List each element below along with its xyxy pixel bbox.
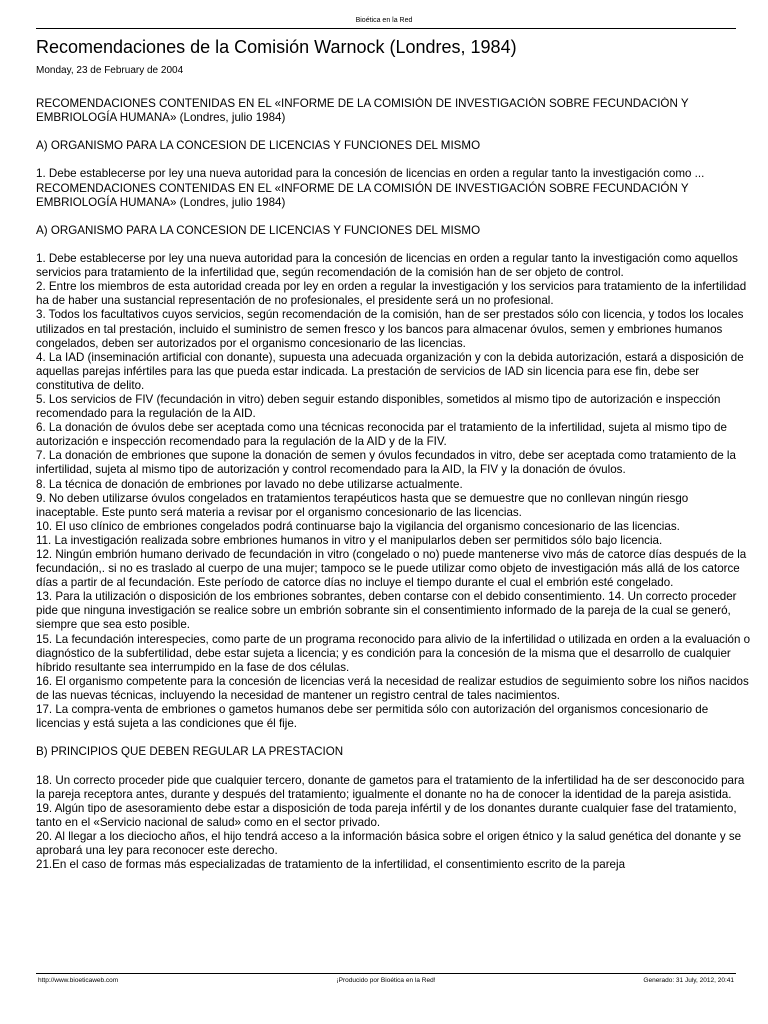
article-date: Monday, 23 de February de 2004 bbox=[36, 65, 184, 76]
paragraph-spacer bbox=[36, 210, 752, 224]
body-paragraph: B) PRINCIPIOS QUE DEBEN REGULAR LA PRESTACION bbox=[36, 745, 344, 759]
body-paragraph: 21.En el caso de formas más especializadas de tratamiento de la infertilidad, el consentimiento escrito de la pareja bbox=[36, 858, 626, 872]
body-paragraph: 13. Para la utilización o disposición de los embriones sobrantes, deben contarse con el debido consentimiento. 14. Un correcto proceder pide que ninguna investigación se realice sobre un embrión sobrante sin el consentimiento informado de la pareja de la cual se generó, siempre que sea esto posible. bbox=[36, 590, 737, 632]
article-body bbox=[36, 97, 752, 972]
site-header: Bioética en la Red bbox=[355, 17, 413, 24]
body-paragraph: 15. La fecundación interespecies, como parte de un programa reconocido para alivio de la infertilidad o utilizada en orden a la evaluación o diagnóstico de la subfertilidad, debe estar sujeta a licencia; y es condición para la concesión de la misma que el desarrollo de cualquier híbrido resultante sea interrumpido en la fase de dos células. bbox=[36, 632, 751, 674]
body-paragraph: 2. Entre los miembros de esta autoridad creada por ley en orden a regular la investigación y los servicios para tratamiento de la infertilidad ha de haber una sustancial representación de no profesionales, el presidente será un no profesional. bbox=[36, 280, 747, 308]
body-paragraph: RECOMENDACIONES CONTENIDAS EN EL «INFORME DE LA COMISIÓN DE INVESTIGACIÓN SOBRE FECUNDACIÓN Y EMBRIOLOGÍA HUMANA» (Londres, julio 1984) bbox=[36, 181, 689, 209]
body-paragraph: A) ORGANISMO PARA LA CONCESION DE LICENCIAS Y FUNCIONES DEL MISMO bbox=[36, 223, 481, 237]
footer-divider bbox=[36, 973, 736, 974]
body-paragraph: 19. Algún tipo de asesoramiento debe estar a disposición de toda pareja infértil y de los donantes durante cualquier fase del tratamiento, tanto en el «Servicio nacional de salud» como en el sector privado. bbox=[36, 801, 737, 829]
paragraph-spacer bbox=[36, 759, 752, 773]
body-paragraph: 7. La donación de embriones que supone la donación de semen y óvulos fecundados in vitro, debe ser aceptada como tratamiento de la infertilidad, sujeta al mismo tipo de autorización y control recomendado para la AID, la FIV y la donación de óvulos. bbox=[36, 449, 736, 477]
body-paragraph: 5. Los servicios de FIV (fecundación in vitro) deben seguir estando disponibles, sometidos al mismo tipo de autorización e inspección recomendado para la regulación de la AID. bbox=[36, 392, 721, 421]
body-paragraph: 1. Debe establecerse por ley una nueva autoridad para la concesión de licencias en orden a regular tanto la investigación como ... bbox=[36, 167, 705, 181]
body-paragraph: 12. Ningún embrión humano derivado de fecundación in vitro (congelado o no) puede mantenerse vivo más de catorce días después de la fecundación,. si no es traslado al cuerpo de una mujer; tampoco se le puede utilizar como objeto de investigación más allá de los catorce días a partir de al fecundación. Este período de catorce días no incluye el tiempo durante el cual el embrión esté congelado. bbox=[36, 548, 747, 590]
article-title: Recomendaciones de la Comisión Warnock (Londres, 1984) bbox=[36, 37, 517, 57]
footer-url: http://www.bioeticaweb.com bbox=[38, 977, 119, 984]
body-paragraph: 16. El organismo competente para la concesión de licencias verá la necesidad de realizar estudios de seguimiento sobre los niños nacidos de las nuevas técnicas, incluyendo la necesidad de mantener un registro central de tales nacimientos. bbox=[36, 674, 749, 702]
footer-generated-date: Generado: 31 July, 2012, 20:41 bbox=[643, 977, 734, 984]
paragraph-spacer bbox=[36, 125, 752, 139]
body-paragraph: 10. El uso clínico de embriones congelados podrá continuarse bajo la vigilancia del organismo concesionario de las licencias. bbox=[36, 519, 680, 533]
body-paragraph: 9. No deben utilizarse óvulos congelados en tratamientos terapéuticos hasta que se demuestre que no conllevan ningún riesgo inaceptable. Este punto será materia a revisar por el organismo concesionario de las licencias. bbox=[36, 491, 689, 519]
body-paragraph: 17. La compra-venta de embriones o gametos humanos debe ser permitida sólo con autorización del organismos concesionario de licencias y está sujeta a las condiciones que él fije. bbox=[36, 703, 709, 731]
body-paragraph: A) ORGANISMO PARA LA CONCESION DE LICENCIAS Y FUNCIONES DEL MISMO bbox=[36, 139, 481, 153]
body-paragraph: 6. La donación de óvulos debe ser aceptada como una técnicas reconocida par el tratamiento de la infertilidad, sujeta al mismo tipo de autorización e inspección recomendado para la regulación de la AID y de la FIV. bbox=[36, 421, 727, 449]
paragraph-spacer bbox=[36, 731, 752, 745]
page-footer bbox=[36, 977, 736, 987]
body-paragraph: 18. Un correcto proceder pide que cualquier tercero, donante de gametos para el tratamiento de la infertilidad ha de ser desconocido para la pareja receptora antes, durante y después del tratamiento; igualmente el donante no ha de conocer la identidad de la pareja asistida. bbox=[36, 773, 745, 801]
body-paragraph: 3. Todos los facultativos cuyos servicios, según recomendación de la comisión, han de ser prestados sólo con licencia, y todos los locales utilizados en tal prestación, incluido el suministro de semen fresco y los bancos para almacenar óvulos, semen y embriones humanos congelados, deben ser autorizados por el organismo concesionario de las licencias. bbox=[36, 308, 744, 350]
body-paragraph: 4. La IAD (inseminación artificial con donante), supuesta una adecuada organización y con la debida autorización, estará a disposición de aquellas parejas infértiles para las que pueda estar indicada. La prestación de servicios de IAD sin licencia para ese fin, debe ser constitutiva de delito. bbox=[36, 350, 744, 392]
paragraph-spacer bbox=[36, 153, 752, 167]
body-paragraph: 8. La técnica de donación de embriones por lavado no debe utilizarse actualmente. bbox=[36, 477, 463, 491]
body-paragraph: RECOMENDACIONES CONTENIDAS EN EL «INFORME DE LA COMISIÓN DE INVESTIGACIÓN SOBRE FECUNDACIÓN Y EMBRIOLOGÍA HUMANA» (Londres, julio 1984) bbox=[36, 97, 689, 125]
header-divider bbox=[36, 28, 736, 29]
body-paragraph: 20. Al llegar a los dieciocho años, el hijo tendrá acceso a la información básica sobre el origen étnico y la salud genética del donante y se aprobará una ley para reconocer este derecho. bbox=[36, 829, 742, 857]
footer-credit: ¡Producido por Bioética en la Red! bbox=[336, 977, 436, 984]
body-paragraph: 1. Debe establecerse por ley una nueva autoridad para la concesión de licencias en orden a regular tanto la investigación como aquellos servicios para tratamiento de la infertilidad que, según recomendación de la comisión han de ser objeto de control. bbox=[36, 252, 738, 280]
body-paragraph: 11. La investigación realizada sobre embriones humanos in vitro y el manipularlos deben ser permitidos sólo bajo licencia. bbox=[36, 533, 663, 547]
paragraph-spacer bbox=[36, 238, 752, 252]
